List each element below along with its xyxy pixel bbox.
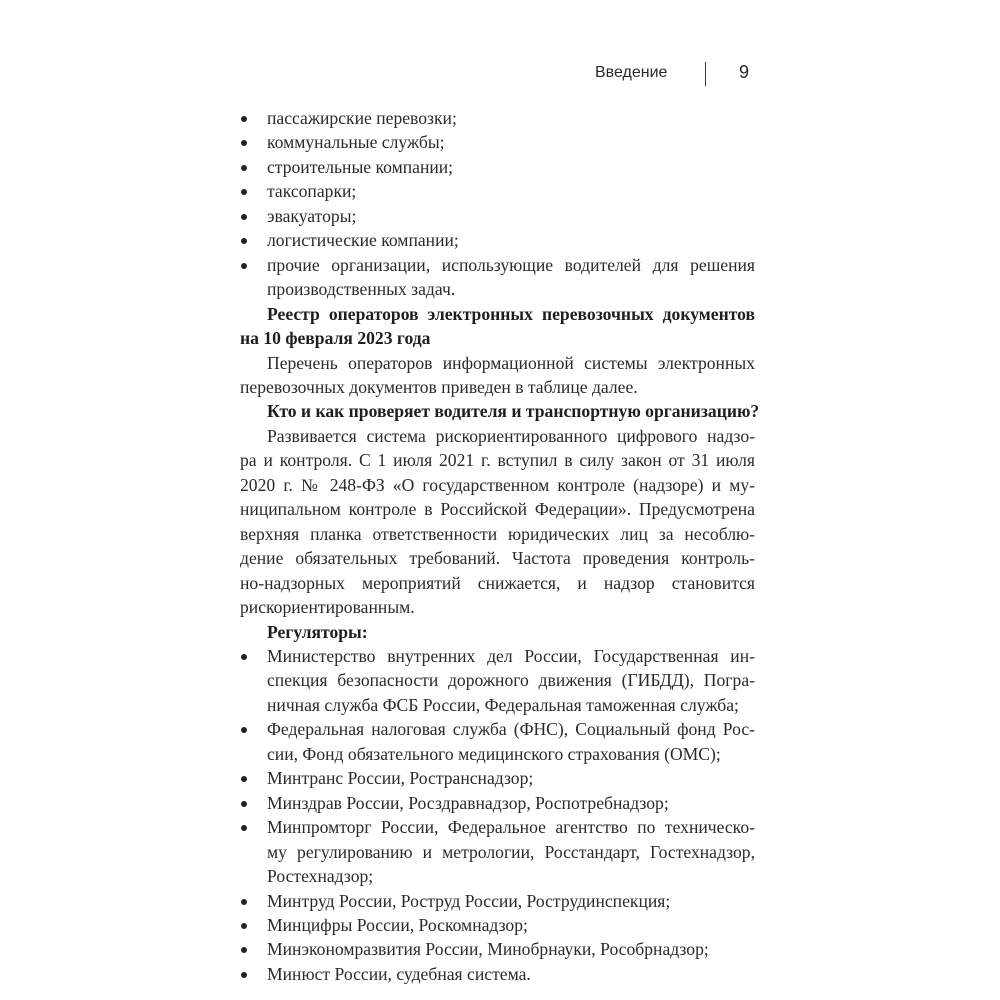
page-body — [240, 106, 760, 986]
text-line: Регуляторы: — [267, 621, 368, 642]
text-line: коммунальные службы; — [267, 132, 445, 153]
bullet-icon — [241, 263, 247, 269]
bullet-icon — [241, 238, 247, 244]
text-line: му регулированию и метрологии, Росстандарт, Гостехнадзор, — [267, 841, 755, 862]
text-line: Минздрав России, Росздравнадзор, Роспотребнадзор; — [267, 792, 669, 813]
bullet-icon — [241, 654, 247, 660]
text-line: Минэкономразвития России, Минобрнауки, Рособрнадзор; — [267, 939, 709, 960]
text-line: дение обязательных требований. Частота проведения контроль- — [240, 548, 755, 569]
page-number: 9 — [739, 62, 750, 82]
text-line: Минтранс России, Ространснадзор; — [267, 768, 534, 789]
paragraph — [240, 351, 755, 400]
text-line: Перечень операторов информационной системы электронных — [267, 352, 755, 373]
regulator-list-item — [240, 644, 755, 717]
text-line: спекция безопасности дорожного движения (ГИБДД), Погра- — [267, 670, 755, 691]
text-line: Минтруд России, Роструд России, Рострудинспекция; — [267, 890, 671, 911]
section-heading — [240, 620, 755, 644]
regulator-list-item — [240, 766, 755, 790]
text-line: пассажирские перевозки; — [267, 108, 457, 128]
text-line: Развивается система рискориентированного цифрового надзо- — [267, 425, 755, 446]
text-line: ниципальном контроле в Российской Федерации». Предусмотрена — [240, 499, 755, 520]
text-line: Кто и как проверяет водителя и транспортную организацию? — [267, 401, 760, 422]
bullet-icon — [241, 776, 247, 782]
section-title: Введение — [595, 64, 668, 81]
bullet-icon — [241, 165, 247, 171]
running-header — [0, 62, 1000, 86]
bullet-icon — [241, 947, 247, 953]
text-line: Минюст России, судебная система. — [267, 963, 531, 984]
bullet-icon — [241, 972, 247, 978]
regulator-list-item — [240, 889, 755, 913]
text-line: верхняя планка ответственности юридических лиц за несоблю- — [240, 523, 755, 544]
text-line: строительные компании; — [267, 156, 454, 177]
regulator-list-item — [240, 815, 755, 888]
text-line: Минпромторг России, Федеральное агентство по техническо- — [267, 817, 755, 838]
regulator-list-item — [240, 717, 755, 766]
text-line: но-надзорных мероприятий снижается, и надзор становится — [240, 572, 755, 593]
list-item — [240, 204, 755, 228]
text-line: Министерство внутренних дел России, Государственная ин- — [267, 645, 755, 666]
regulator-list-item — [240, 791, 755, 815]
list-item — [240, 106, 755, 130]
text-line: Федеральная налоговая служба (ФНС), Социальный фонд Рос- — [267, 719, 755, 740]
text-line: на 10 февраля 2023 года — [240, 328, 431, 349]
section-heading — [240, 399, 760, 423]
text-line: ра и контроля. С 1 июля 2021 г. вступил в силу закон от 31 июля — [240, 450, 755, 471]
paragraph — [240, 424, 755, 620]
list-item — [240, 155, 755, 179]
text-line: Реестр операторов электронных перевозочных документов — [267, 303, 755, 324]
section-heading — [240, 302, 755, 351]
header-divider — [705, 62, 706, 86]
text-line: Минцифры России, Роскомнадзор; — [267, 914, 528, 935]
text-line: логистические компании; — [267, 230, 459, 251]
bullet-icon — [241, 116, 247, 122]
list-item — [240, 130, 755, 154]
list-item — [240, 228, 755, 252]
text-line: производственных задач. — [267, 279, 456, 300]
text-line: сии, Фонд обязательного медицинского страхования (ОМС); — [267, 743, 721, 764]
text-line: ничная служба ФСБ России, Федеральная таможенная служба; — [267, 694, 739, 715]
list-item — [240, 179, 755, 203]
bullet-icon — [241, 140, 247, 146]
regulator-list-item — [240, 913, 755, 937]
list-item — [240, 253, 755, 302]
text-line: рискориентированным. — [240, 597, 415, 618]
bullet-icon — [241, 923, 247, 929]
text-line: эвакуаторы; — [267, 205, 357, 226]
text-line: 2020 г. № 248-ФЗ «О государственном контроле (надзоре) и му- — [240, 474, 755, 495]
bullet-icon — [241, 189, 247, 195]
bullet-icon — [241, 727, 247, 733]
bullet-icon — [241, 899, 247, 905]
bullet-icon — [241, 214, 247, 220]
text-line: прочие организации, использующие водителей для решения — [267, 254, 755, 275]
text-line: перевозочных документов приведен в таблице далее. — [240, 376, 638, 397]
text-line: таксопарки; — [267, 181, 357, 202]
bullet-icon — [241, 801, 247, 807]
regulator-list-item — [240, 937, 755, 961]
bullet-icon — [241, 825, 247, 831]
regulator-list-item — [240, 962, 755, 986]
text-line: Ростехнадзор; — [267, 866, 374, 887]
